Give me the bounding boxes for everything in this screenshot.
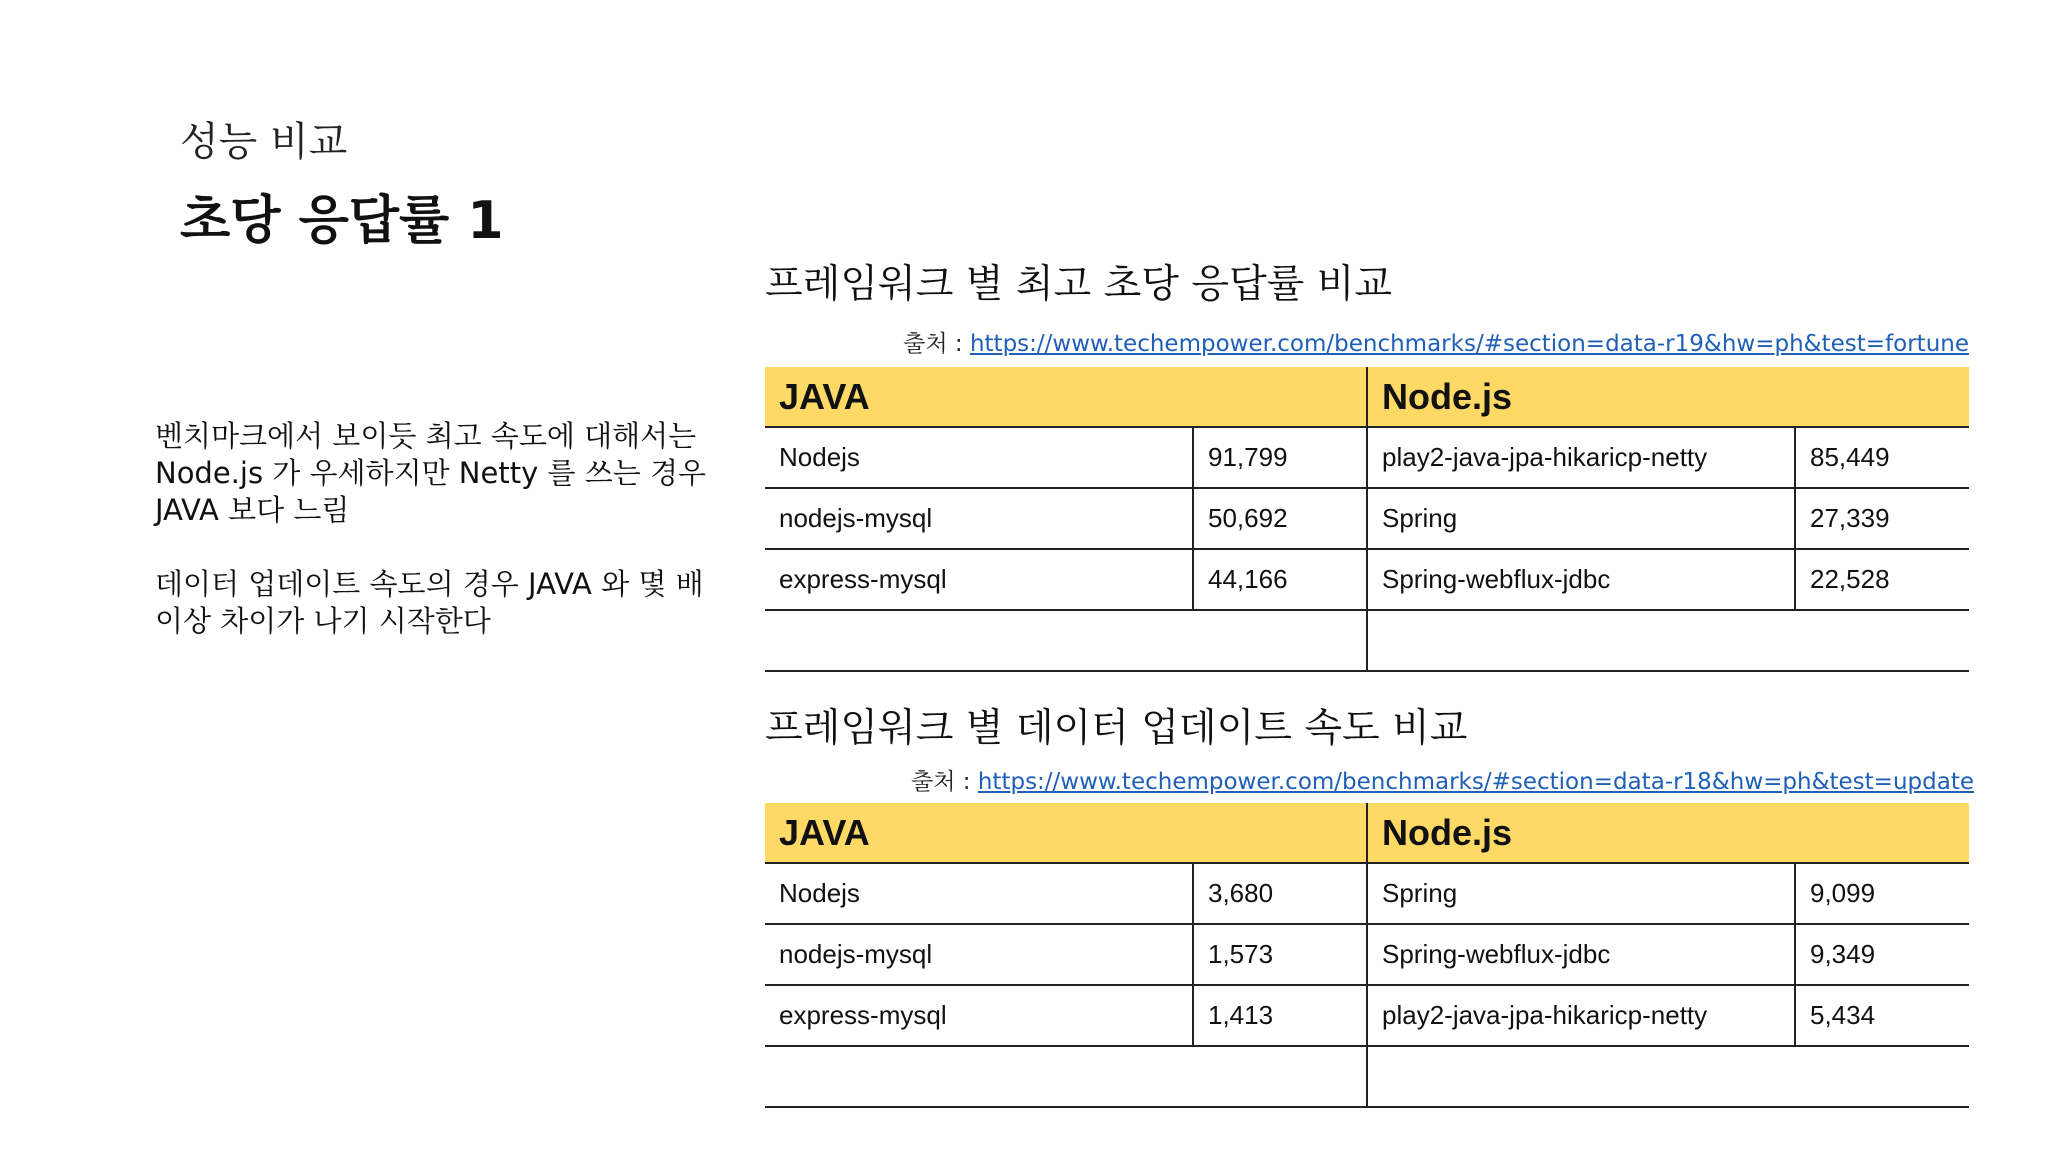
source-link[interactable]: https://www.techempower.com/benchmarks/#section=data-r18&hw=ph&test=update (977, 769, 1974, 795)
cell: 1,413 (1193, 985, 1367, 1046)
section-1-heading: 프레임워크 별 최고 초당 응답률 비교 (765, 262, 1393, 307)
cell: play2-java-jpa-hikaricp-netty (1367, 427, 1795, 488)
cell: 27,339 (1795, 488, 1969, 549)
cell: 85,449 (1795, 427, 1969, 488)
section-2-table (765, 803, 1969, 1108)
section-2-heading: 프레임워크 별 데이터 업데이트 속도 비교 (765, 706, 1468, 751)
header-nodejs: Node.js (1367, 803, 1969, 863)
table-header-row (765, 367, 1969, 427)
empty-cell (1367, 1046, 1969, 1107)
table-empty-row (765, 1046, 1969, 1107)
cell: 5,434 (1795, 985, 1969, 1046)
cell: Spring-webflux-jdbc (1367, 924, 1795, 985)
table-row (765, 488, 1969, 549)
cell: 22,528 (1795, 549, 1969, 610)
empty-cell (765, 610, 1367, 671)
slide-title: 초당 응답률 1 (180, 191, 504, 251)
cell: nodejs-mysql (765, 488, 1193, 549)
table-row (765, 549, 1969, 610)
description (155, 418, 735, 677)
cell: nodejs-mysql (765, 924, 1193, 985)
cell: 44,166 (1193, 549, 1367, 610)
cell: 9,349 (1795, 924, 1969, 985)
table-row (765, 924, 1969, 985)
source-label: 출처 : (903, 331, 970, 357)
section-1-source (903, 325, 1969, 358)
cell: Spring (1367, 863, 1795, 924)
cell: 9,099 (1795, 863, 1969, 924)
cell: 91,799 (1193, 427, 1367, 488)
cell: Spring-webflux-jdbc (1367, 549, 1795, 610)
section-2-source (911, 763, 1974, 796)
section-1-table (765, 367, 1969, 672)
header-java: JAVA (765, 367, 1367, 427)
cell: Spring (1367, 488, 1795, 549)
cell: express-mysql (765, 985, 1193, 1046)
slide-subtitle: 성능 비교 (180, 119, 348, 165)
description-paragraph-2: 데이터 업데이트 속도의 경우 JAVA 와 몇 배 이상 차이가 나기 시작한다 (155, 567, 704, 638)
cell: express-mysql (765, 549, 1193, 610)
cell: 3,680 (1193, 863, 1367, 924)
cell: play2-java-jpa-hikaricp-netty (1367, 985, 1795, 1046)
cell: Nodejs (765, 863, 1193, 924)
header-nodejs: Node.js (1367, 367, 1969, 427)
description-paragraph-1: 벤치마크에서 보이듯 최고 속도에 대해서는 Node.js 가 우세하지만 Netty 를 쓰는 경우 JAVA 보다 느림 (155, 419, 706, 527)
source-link[interactable]: https://www.techempower.com/benchmarks/#section=data-r19&hw=ph&test=fortune (969, 331, 1969, 357)
empty-cell (1367, 610, 1969, 671)
header-java: JAVA (765, 803, 1367, 863)
cell: 50,692 (1193, 488, 1367, 549)
empty-cell (765, 1046, 1367, 1107)
table-row (765, 863, 1969, 924)
cell: 1,573 (1193, 924, 1367, 985)
table-row (765, 427, 1969, 488)
source-label: 출처 : (911, 769, 978, 795)
table-header-row (765, 803, 1969, 863)
table-empty-row (765, 610, 1969, 671)
table-row (765, 985, 1969, 1046)
cell: Nodejs (765, 427, 1193, 488)
